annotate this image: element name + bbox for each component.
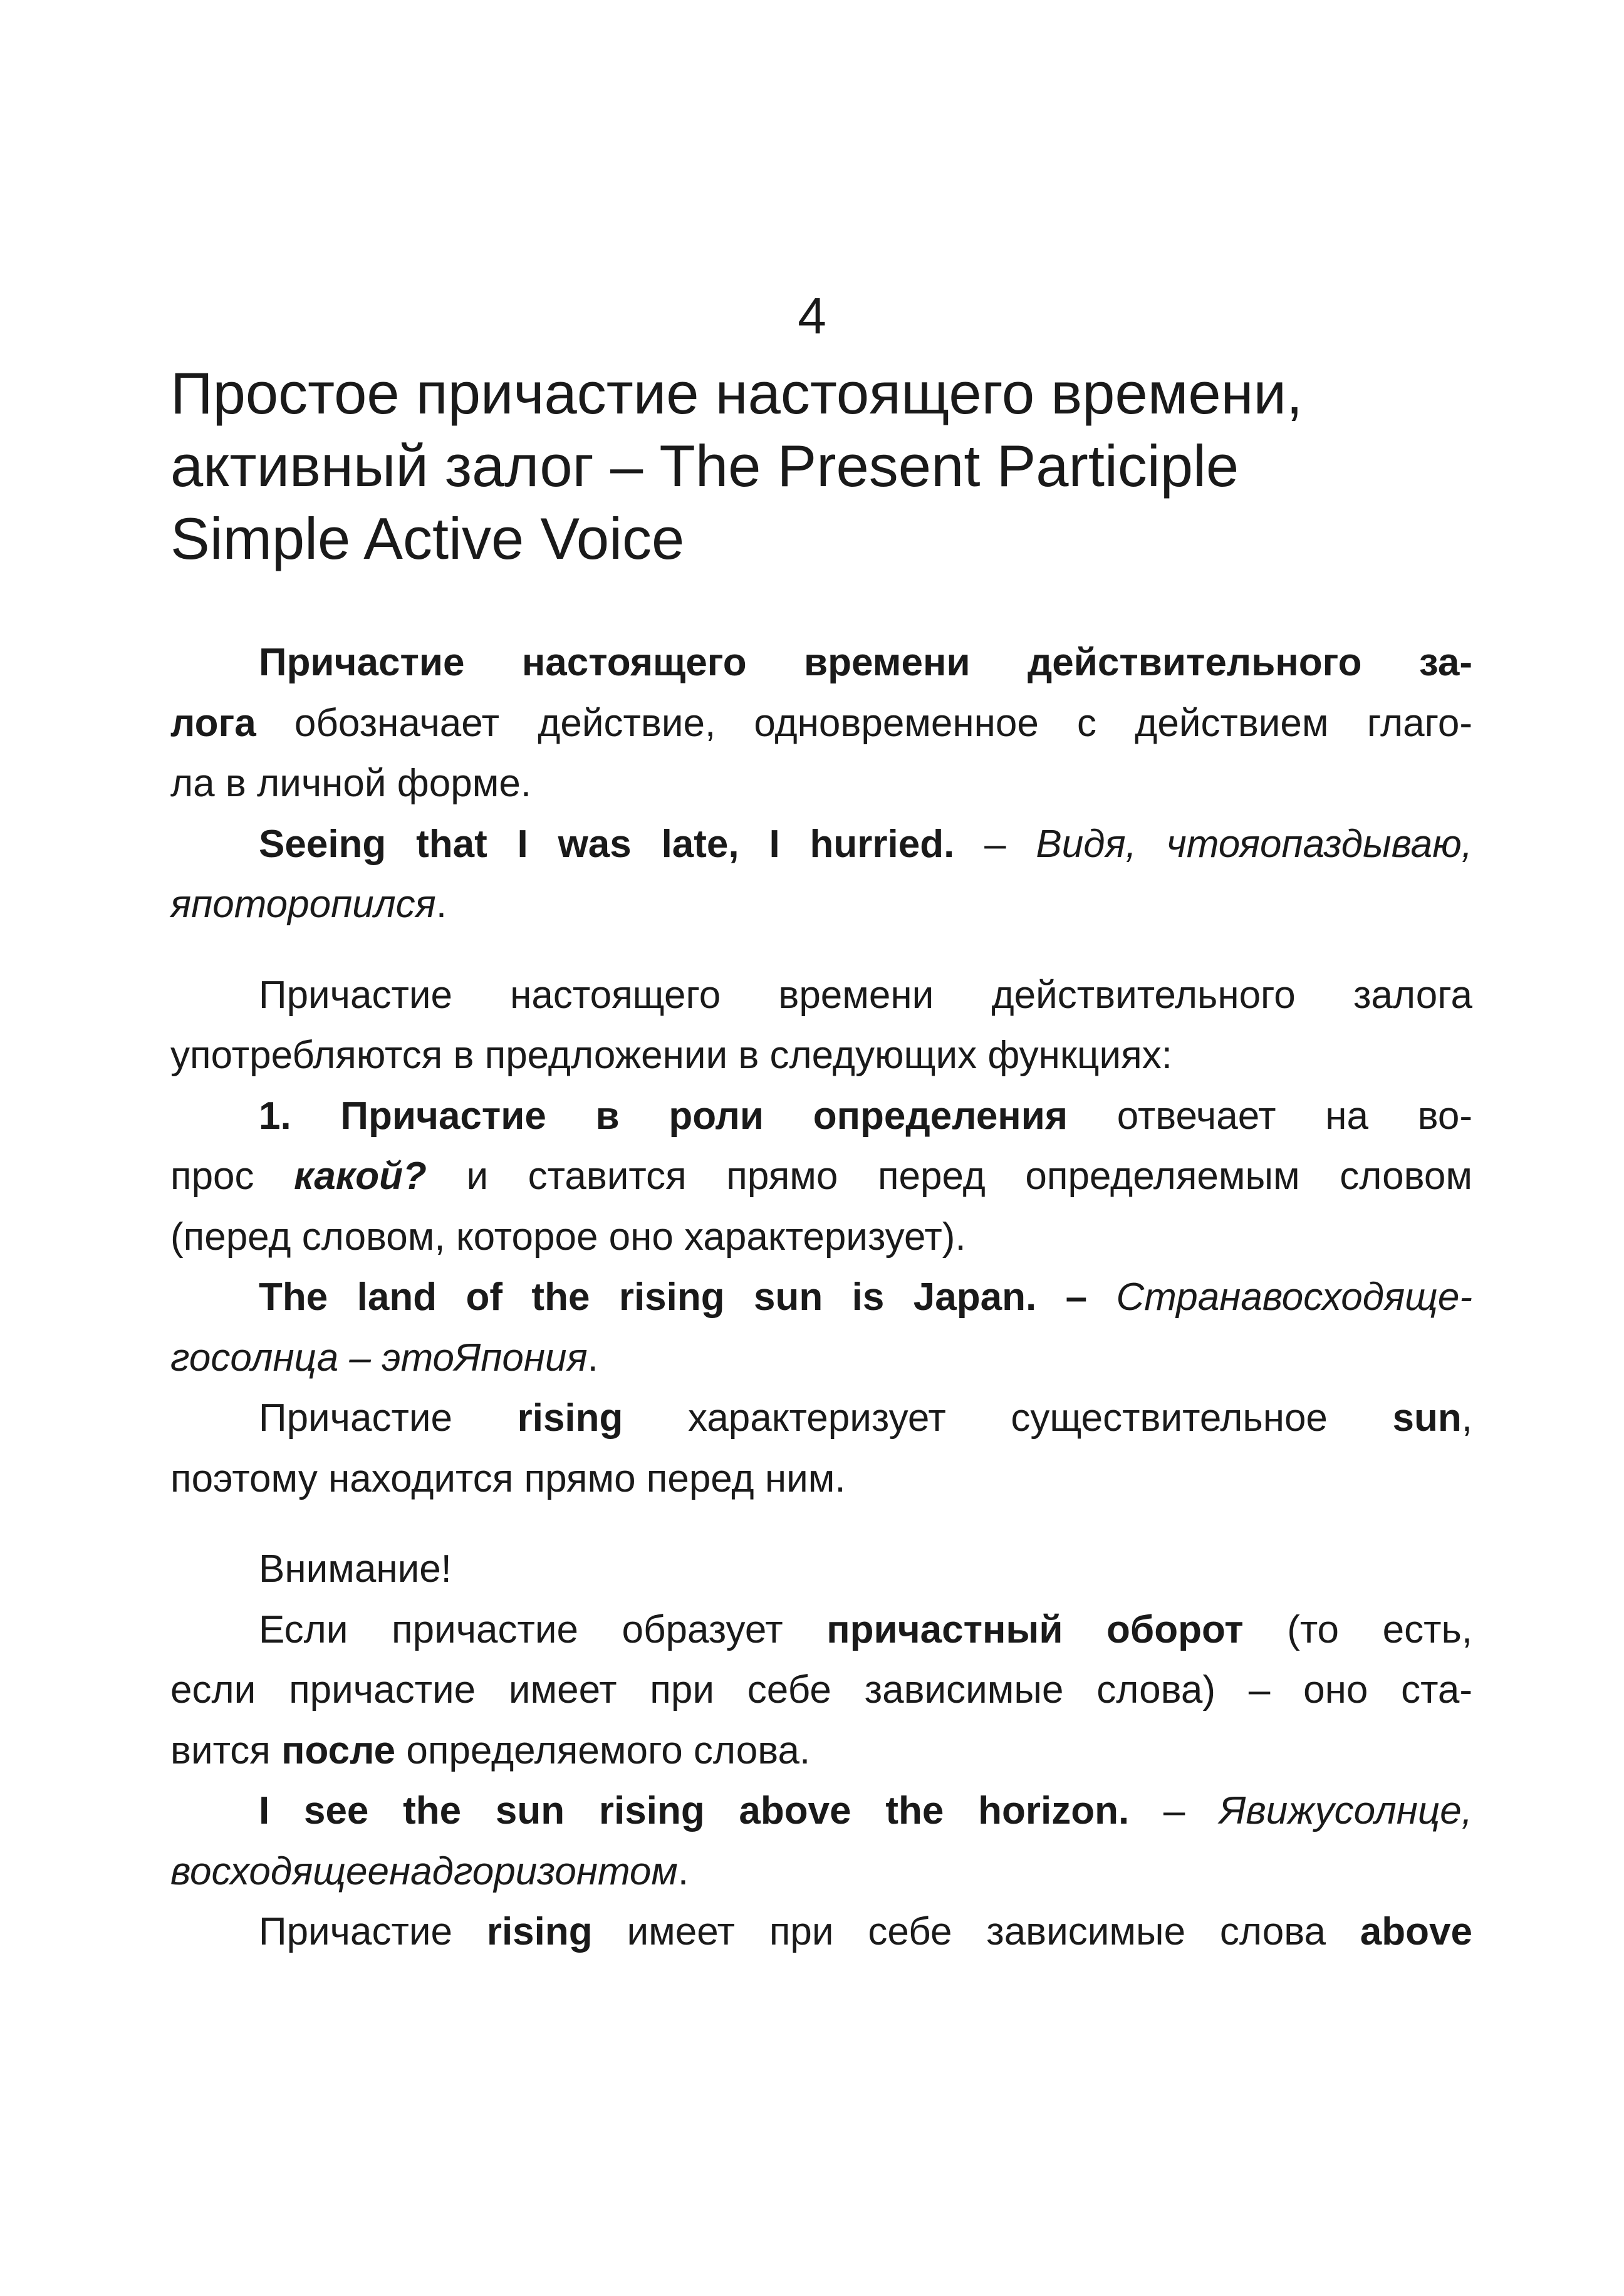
paragraph-line <box>170 1902 1472 1963</box>
text-run: . <box>435 883 447 926</box>
paragraph-line: поэтому находится прямо перед ним. <box>170 1457 846 1500</box>
bold-term: sun <box>1392 1396 1462 1440</box>
page-number: 4 <box>798 288 826 345</box>
paragraph-line <box>170 1086 1472 1147</box>
russian-translation: япоторопился <box>170 883 436 926</box>
dash: – <box>1129 1789 1220 1832</box>
bold-term: above <box>1360 1910 1472 1953</box>
text-run: прос <box>170 1155 294 1198</box>
bold-term: после <box>281 1728 396 1772</box>
body-text <box>170 633 1472 1963</box>
example-line <box>170 1842 1472 1903</box>
text-run: вится <box>170 1728 282 1772</box>
paragraph-line: если причастие имеет при себе зависимые слова) – оно ста- <box>170 1668 1472 1712</box>
attention-heading: Внимание! <box>259 1547 452 1591</box>
text-run: отвечает на во- <box>1068 1094 1472 1138</box>
chapter-title-line: активный залог – The Present Participle <box>170 433 1239 499</box>
russian-translation: Видя, чтояопаздываю, <box>1036 822 1473 866</box>
paragraph-line <box>170 1600 1472 1661</box>
english-example: Seeing that I was late, I hurried. <box>259 822 955 866</box>
bold-term: rising <box>486 1910 593 1953</box>
example-line <box>170 1328 1472 1389</box>
english-example: The land of the rising sun is Japan. – <box>259 1275 1088 1319</box>
bold-italic-term: какой? <box>294 1155 427 1198</box>
bold-term: Причастие настоящего времени действительного за- <box>259 641 1472 684</box>
paragraph-line: ла в личной форме. <box>170 762 532 805</box>
text-run: характеризует существительное <box>623 1396 1393 1440</box>
chapter-title-line: Simple Active Voice <box>170 506 685 571</box>
text-run: . <box>677 1849 689 1893</box>
russian-translation: восходящеенадгоризонтом <box>170 1849 678 1893</box>
bold-term: причастный оборот <box>826 1608 1244 1651</box>
english-example: I see the sun rising above the horizon. <box>259 1789 1130 1832</box>
text-run: имеет при себе зависимые слова <box>592 1910 1360 1953</box>
example-line <box>170 814 1472 875</box>
paragraph-line <box>170 1721 1472 1782</box>
text-run: и ставится прямо перед определяемым словом <box>426 1155 1472 1198</box>
bold-term: лога <box>170 701 256 745</box>
russian-translation: Явижусолнце, <box>1219 1789 1472 1832</box>
text-run: обозначает действие, одновременное с действием глаго- <box>256 701 1472 745</box>
paragraph-line: (перед словом, которое оно характеризует). <box>170 1215 966 1259</box>
text-run: определяемого слова. <box>395 1728 811 1772</box>
text-run: . <box>587 1336 598 1379</box>
example-line <box>170 875 1472 935</box>
example-line <box>170 1781 1472 1842</box>
paragraph-line: употребляются в предложении в следующих функциях: <box>170 1034 1172 1077</box>
example-line <box>170 1267 1472 1328</box>
russian-translation: Странавосходяще- <box>1087 1275 1472 1319</box>
chapter-title-line: Простое причастие настоящего времени, <box>170 360 1303 426</box>
text-run: Причастие <box>259 1910 487 1953</box>
dash: – <box>954 822 1036 866</box>
text-run: Причастие <box>259 1396 518 1440</box>
paragraph-line <box>170 1388 1472 1449</box>
paragraph-line: Причастие настоящего времени действительного залога <box>259 973 1472 1017</box>
paragraph-line <box>170 633 1472 693</box>
text-run: Если причастие образует <box>259 1608 827 1651</box>
chapter-title <box>170 357 1486 575</box>
paragraph-line <box>170 693 1472 754</box>
russian-translation: госолнца – этоЯпония <box>170 1336 588 1379</box>
text-run: , <box>1461 1396 1472 1440</box>
bold-term: 1. Причастие в роли определения <box>259 1094 1068 1138</box>
bold-term: rising <box>517 1396 623 1440</box>
paragraph-line <box>170 1146 1472 1207</box>
text-run: (то есть, <box>1243 1608 1472 1651</box>
